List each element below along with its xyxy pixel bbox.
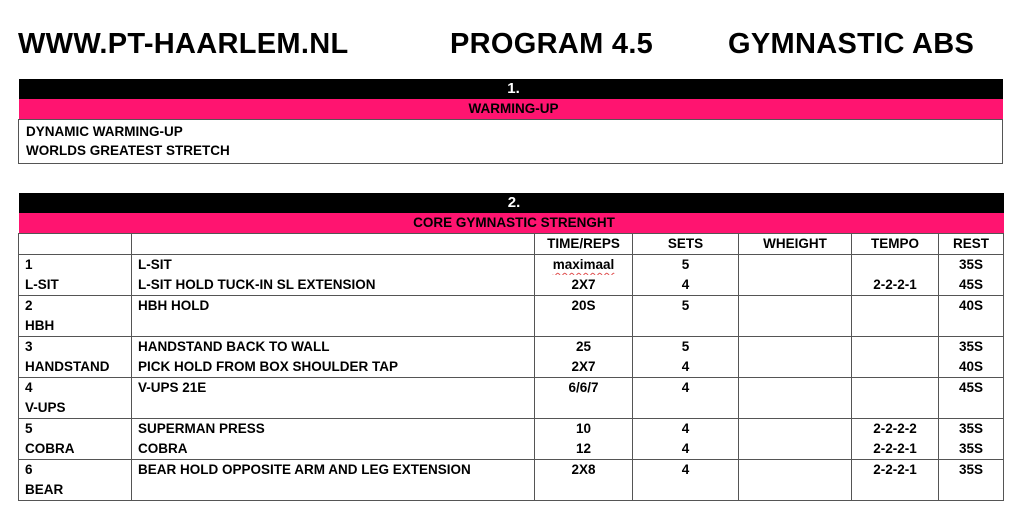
weight-cell xyxy=(739,419,852,440)
sets-cell: 4 xyxy=(633,275,739,296)
weight-cell xyxy=(739,398,852,419)
exercise-name xyxy=(132,480,535,501)
weight-cell xyxy=(739,296,852,317)
sets-cell: 4 xyxy=(633,378,739,399)
group-number: 2 xyxy=(19,296,132,317)
exercise-name xyxy=(132,316,535,337)
sets-cell: 4 xyxy=(633,460,739,481)
reps-cell: 6/6/7 xyxy=(535,378,633,399)
reps-cell: 20S xyxy=(535,296,633,317)
reps-cell: 12 xyxy=(535,439,633,460)
program-name: GYMNASTIC ABS xyxy=(728,27,975,60)
group-number: 4 xyxy=(19,378,132,399)
exercise-name: L-SIT xyxy=(132,255,535,276)
sets-cell: 5 xyxy=(633,255,739,276)
reps-cell: 2X8 xyxy=(535,460,633,481)
group-name: L-SIT xyxy=(19,275,132,296)
rest-cell: 35S xyxy=(939,439,1004,460)
sets-cell: 5 xyxy=(633,296,739,317)
warmup-item: DYNAMIC WARMING-UP xyxy=(26,124,183,139)
exercise-name: PICK HOLD FROM BOX SHOULDER TAP xyxy=(132,357,535,378)
table-row xyxy=(19,460,1004,481)
column-header-sets: SETS xyxy=(633,234,739,255)
weight-cell xyxy=(739,460,852,481)
weight-cell xyxy=(739,357,852,378)
weight-cell xyxy=(739,439,852,460)
weight-cell xyxy=(739,316,852,337)
table-row xyxy=(19,419,1004,440)
group-number: 5 xyxy=(19,419,132,440)
tempo-cell xyxy=(852,398,939,419)
reps-cell: 10 xyxy=(535,419,633,440)
rest-cell: 35S xyxy=(939,337,1004,358)
exercise-name: HBH HOLD xyxy=(132,296,535,317)
exercise-name: HANDSTAND BACK TO WALL xyxy=(132,337,535,358)
rest-cell: 35S xyxy=(939,255,1004,276)
table-row xyxy=(19,255,1004,276)
page-header xyxy=(18,22,1008,66)
group-name: HANDSTAND xyxy=(19,357,132,378)
exercise-name: BEAR HOLD OPPOSITE ARM AND LEG EXTENSION xyxy=(132,460,535,481)
sets-cell: 4 xyxy=(633,357,739,378)
section-number: 1. xyxy=(19,79,1003,99)
group-name: BEAR xyxy=(19,480,132,501)
tempo-cell xyxy=(852,480,939,501)
column-header xyxy=(132,234,535,255)
rest-cell: 35S xyxy=(939,460,1004,481)
weight-cell xyxy=(739,378,852,399)
warmup-item: WORLDS GREATEST STRETCH xyxy=(26,143,230,158)
sets-cell xyxy=(633,398,739,419)
sets-cell: 4 xyxy=(633,419,739,440)
sets-cell xyxy=(633,316,739,337)
column-header-reps: TIME/REPS xyxy=(535,234,633,255)
exercise-name: COBRA xyxy=(132,439,535,460)
table-row xyxy=(19,275,1004,296)
section-title: WARMING-UP xyxy=(19,99,1003,120)
warmup-list xyxy=(19,120,1003,164)
weight-cell xyxy=(739,255,852,276)
sets-cell: 5 xyxy=(633,337,739,358)
reps-cell xyxy=(535,316,633,337)
tempo-cell xyxy=(852,337,939,358)
reps-cell xyxy=(535,398,633,419)
exercise-name: V-UPS 21E xyxy=(132,378,535,399)
column-header-rest: REST xyxy=(939,234,1004,255)
sets-cell: 4 xyxy=(633,439,739,460)
tempo-cell xyxy=(852,378,939,399)
rest-cell: 40S xyxy=(939,296,1004,317)
rest-cell: 45S xyxy=(939,378,1004,399)
tempo-cell xyxy=(852,296,939,317)
column-header-weight: WHEIGHT xyxy=(739,234,852,255)
table-row xyxy=(19,439,1004,460)
rest-cell xyxy=(939,316,1004,337)
table-row xyxy=(19,480,1004,501)
sets-cell xyxy=(633,480,739,501)
group-number: 6 xyxy=(19,460,132,481)
core-section xyxy=(18,193,1004,501)
group-name: V-UPS xyxy=(19,398,132,419)
weight-cell xyxy=(739,480,852,501)
rest-cell: 35S xyxy=(939,419,1004,440)
reps-cell xyxy=(535,480,633,501)
group-name: COBRA xyxy=(19,439,132,460)
warmup-section xyxy=(18,79,1003,164)
table-row xyxy=(19,316,1004,337)
exercise-name: L-SIT HOLD TUCK-IN SL EXTENSION xyxy=(132,275,535,296)
table-row xyxy=(19,296,1004,317)
reps-cell: 2X7 xyxy=(535,357,633,378)
section-title: CORE GYMNASTIC STRENGHT xyxy=(19,213,1004,234)
tempo-cell xyxy=(852,255,939,276)
tempo-cell xyxy=(852,357,939,378)
reps-cell: 25 xyxy=(535,337,633,358)
table-row xyxy=(19,398,1004,419)
exercise-name: SUPERMAN PRESS xyxy=(132,419,535,440)
rest-cell xyxy=(939,480,1004,501)
rest-cell: 45S xyxy=(939,275,1004,296)
table-row xyxy=(19,378,1004,399)
weight-cell xyxy=(739,337,852,358)
table-row xyxy=(19,337,1004,358)
tempo-cell: 2-2-2-1 xyxy=(852,460,939,481)
reps-cell: 2X7 xyxy=(535,275,633,296)
section-number: 2. xyxy=(19,193,1004,213)
exercise-name xyxy=(132,398,535,419)
tempo-cell: 2-2-2-2 xyxy=(852,419,939,440)
weight-cell xyxy=(739,275,852,296)
group-name: HBH xyxy=(19,316,132,337)
table-row xyxy=(19,357,1004,378)
group-number: 1 xyxy=(19,255,132,276)
site-url: WWW.PT-HAARLEM.NL xyxy=(18,27,349,60)
column-header-tempo: TEMPO xyxy=(852,234,939,255)
rest-cell xyxy=(939,398,1004,419)
reps-cell: maximaal xyxy=(535,255,633,276)
column-header xyxy=(19,234,132,255)
tempo-cell xyxy=(852,316,939,337)
tempo-cell: 2-2-2-1 xyxy=(852,275,939,296)
rest-cell: 40S xyxy=(939,357,1004,378)
program-number: PROGRAM 4.5 xyxy=(450,27,654,60)
exercise-rows xyxy=(19,255,1004,501)
group-number: 3 xyxy=(19,337,132,358)
tempo-cell: 2-2-2-1 xyxy=(852,439,939,460)
column-header-row xyxy=(19,234,1004,255)
